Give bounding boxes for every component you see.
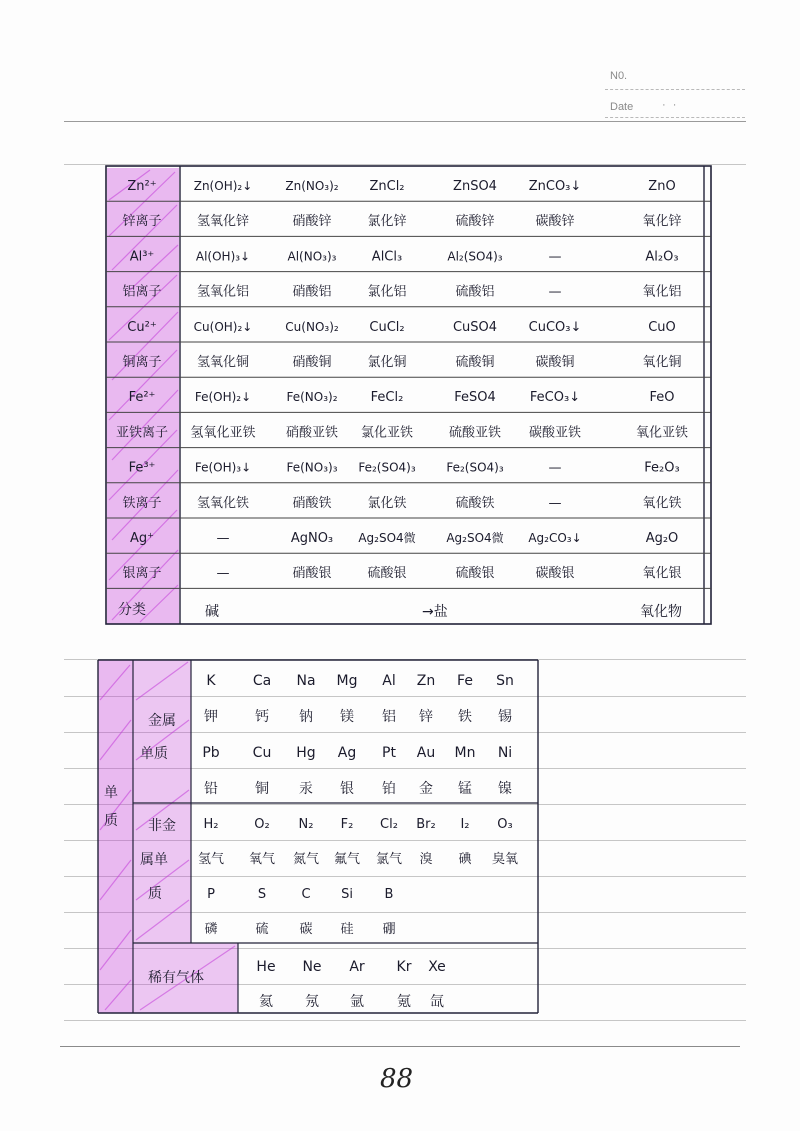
element-cell: F₂ bbox=[340, 817, 354, 832]
compound-cell: — bbox=[216, 531, 230, 546]
class-label: 分类 bbox=[118, 602, 146, 618]
element-cell: 硅 bbox=[340, 922, 354, 937]
element-cell: Ag bbox=[337, 745, 357, 761]
ion-cell: Zn²⁺ bbox=[127, 179, 157, 194]
element-cell: 锡 bbox=[498, 709, 512, 725]
compound-cell: Al₂(SO4)₃ bbox=[447, 249, 503, 264]
compound-cell: Al(NO₃)₃ bbox=[287, 249, 337, 264]
compound-cell: Al₂O₃ bbox=[645, 249, 679, 265]
noble-gas-cell: 氩 bbox=[350, 994, 364, 1010]
element-cell: Au bbox=[416, 745, 436, 761]
ion-cell: 铁离子 bbox=[122, 495, 162, 511]
noble-gas-cell: Kr bbox=[396, 959, 412, 975]
compound-cell: 碳酸锌 bbox=[535, 214, 575, 230]
highlight-sub-labels bbox=[133, 660, 191, 943]
element-cell: Ca bbox=[252, 673, 272, 689]
element-cell: 钠 bbox=[299, 709, 313, 725]
compound-cell: AgNO₃ bbox=[290, 531, 334, 546]
element-cell: Hg bbox=[296, 745, 316, 761]
element-cell: 氢气 bbox=[197, 852, 225, 867]
compound-cell: Zn(NO₃)₂ bbox=[285, 179, 339, 193]
element-cell: Pt bbox=[382, 745, 396, 761]
compound-cell: 氢氧化铁 bbox=[196, 495, 250, 511]
compound-cell: FeCl₂ bbox=[370, 390, 404, 406]
noble-gas-cell: 氦 bbox=[259, 994, 273, 1010]
compound-cell: 硝酸亚铁 bbox=[285, 425, 339, 441]
element-cell: 磷 bbox=[204, 922, 218, 937]
nonmetal-label-2: 属单 bbox=[140, 852, 168, 868]
element-cell: Fe bbox=[457, 673, 473, 689]
compound-cell: Ag₂O bbox=[645, 531, 679, 546]
compound-cell: ZnO bbox=[648, 179, 676, 194]
compound-cell: 氢氧化铜 bbox=[196, 355, 250, 370]
element-cell: Na bbox=[296, 673, 316, 689]
element-cell: S bbox=[257, 887, 267, 902]
element-cell: 氧气 bbox=[248, 852, 276, 867]
noble-gas-cell: 氙 bbox=[430, 994, 444, 1010]
compound-cell: 硝酸铝 bbox=[292, 284, 332, 300]
compound-cell: Zn(OH)₂↓ bbox=[193, 179, 253, 193]
compound-cell: — bbox=[548, 249, 562, 265]
compound-cell: Fe₂(SO4)₃ bbox=[358, 460, 416, 475]
compound-cell: ZnCl₂ bbox=[369, 179, 405, 194]
ion-cell: 亚铁离子 bbox=[115, 425, 169, 441]
element-cell: 钾 bbox=[204, 709, 218, 725]
compound-cell: — bbox=[548, 460, 562, 476]
element-cell: P bbox=[207, 887, 215, 902]
ion-cell: Cu²⁺ bbox=[127, 319, 157, 335]
compound-cell: 硫酸亚铁 bbox=[448, 425, 502, 441]
compound-cell: 硫酸铜 bbox=[455, 355, 495, 370]
compound-cell: 氯化铁 bbox=[367, 495, 407, 511]
compound-cell: 氧化铁 bbox=[642, 495, 682, 511]
ion-cell: Al³⁺ bbox=[129, 249, 155, 265]
noble-gas-cell: 氖 bbox=[305, 994, 319, 1010]
compound-cell: Fe₂(SO4)₃ bbox=[446, 460, 504, 475]
class-oxide: 氧化物 bbox=[640, 604, 682, 620]
compound-cell: Al(OH)₃↓ bbox=[195, 249, 251, 264]
element-cell: B bbox=[384, 887, 394, 902]
elemental-label-1: 单 bbox=[104, 785, 118, 801]
element-cell: Si bbox=[341, 887, 353, 902]
page-number: 88 bbox=[380, 1064, 414, 1094]
class-base: 碱 bbox=[205, 604, 219, 620]
element-cell: 锌 bbox=[419, 709, 433, 725]
compound-cell: CuCO₃↓ bbox=[528, 319, 582, 335]
element-cell: C bbox=[301, 887, 311, 902]
compound-cell: CuCl₂ bbox=[369, 319, 405, 335]
number-label: N0. bbox=[610, 70, 628, 82]
ion-cell: Ag⁺ bbox=[129, 531, 155, 546]
element-cell: 锰 bbox=[458, 781, 472, 797]
compound-cell: 硝酸锌 bbox=[292, 214, 332, 230]
date-dots: · · bbox=[662, 99, 679, 111]
element-cell: 汞 bbox=[299, 781, 313, 797]
compound-cell: 氧化亚铁 bbox=[635, 425, 689, 441]
compound-cell: 碳酸银 bbox=[535, 566, 575, 582]
compound-cell: 碳酸亚铁 bbox=[528, 425, 582, 441]
element-cell: 铁 bbox=[458, 709, 472, 725]
element-cell: Br₂ bbox=[416, 817, 436, 832]
element-cell: Zn bbox=[416, 673, 436, 689]
compound-cell: 氯化锌 bbox=[367, 214, 407, 230]
compound-cell: — bbox=[216, 566, 230, 582]
element-cell: Sn bbox=[496, 673, 514, 689]
compound-cell: — bbox=[548, 495, 562, 511]
element-cell: 氮气 bbox=[292, 852, 320, 867]
table2-cells bbox=[198, 673, 518, 1010]
element-cell: 碳 bbox=[299, 922, 313, 937]
compound-cell: Fe(OH)₂↓ bbox=[194, 390, 252, 405]
compound-cell: 氢氧化锌 bbox=[196, 214, 250, 230]
element-cell: 铅 bbox=[204, 781, 218, 797]
compound-cell: 氢氧化亚铁 bbox=[190, 425, 256, 441]
compound-cell: 氯化亚铁 bbox=[360, 425, 414, 441]
element-cell: Ni bbox=[497, 745, 513, 761]
compound-cell: 氧化铜 bbox=[642, 355, 682, 370]
compound-cell: 氯化铜 bbox=[367, 355, 407, 370]
element-cell: 氯气 bbox=[375, 852, 403, 867]
ion-cell: 银离子 bbox=[122, 566, 162, 582]
noble-gas-cell: Ar bbox=[349, 959, 365, 975]
element-cell: 溴 bbox=[419, 852, 433, 867]
compound-cell: 硫酸铁 bbox=[455, 495, 495, 511]
elemental-label-2: 质 bbox=[104, 813, 118, 829]
metal-label-2: 单质 bbox=[140, 746, 168, 762]
compound-cell: FeO bbox=[649, 390, 675, 406]
compound-cell: 硫酸铝 bbox=[455, 284, 495, 300]
noble-gas-cell: Xe bbox=[428, 959, 446, 975]
compound-cell: 硫酸银 bbox=[367, 566, 407, 582]
element-cell: 银 bbox=[340, 781, 354, 797]
ion-cell: 锌离子 bbox=[122, 214, 162, 230]
class-salt: →盐 bbox=[422, 604, 448, 620]
element-cell: O₃ bbox=[497, 817, 513, 832]
ion-cell: Fe²⁺ bbox=[128, 390, 156, 406]
compound-cell: ZnSO4 bbox=[453, 179, 497, 194]
compound-cell: 硫酸银 bbox=[455, 566, 495, 582]
compound-cell: FeSO4 bbox=[454, 390, 496, 406]
compound-cell: 氧化铝 bbox=[642, 284, 682, 300]
ion-cell: 铜离子 bbox=[122, 355, 162, 370]
noble-gas-cell: Ne bbox=[302, 959, 322, 975]
compound-cell: 硝酸银 bbox=[292, 566, 332, 582]
element-cell: O₂ bbox=[254, 817, 270, 832]
element-cell: 硫 bbox=[255, 922, 269, 937]
compound-cell: Ag₂SO4微 bbox=[358, 531, 416, 545]
element-cell: I₂ bbox=[460, 817, 470, 832]
element-cell: 镁 bbox=[340, 709, 354, 725]
element-cell: Cl₂ bbox=[380, 817, 398, 832]
metal-label-1: 金属 bbox=[148, 713, 176, 729]
compound-cell: 氧化锌 bbox=[642, 214, 682, 230]
compound-cell: FeCO₃↓ bbox=[529, 390, 581, 406]
noble-gas-cell: He bbox=[256, 959, 276, 975]
compound-cell: 氢氧化铝 bbox=[196, 284, 250, 300]
element-cell: Cu bbox=[252, 745, 272, 761]
compound-cell: 硫酸锌 bbox=[455, 214, 495, 230]
compound-cell: 硝酸铜 bbox=[292, 355, 332, 370]
compound-cell: Ag₂SO4微 bbox=[446, 531, 504, 545]
element-cell: Al bbox=[382, 673, 396, 689]
compound-cell: 氧化银 bbox=[642, 566, 682, 582]
element-cell: 钙 bbox=[255, 709, 269, 725]
element-cell: N₂ bbox=[298, 817, 314, 832]
compound-cell: CuO bbox=[648, 319, 676, 335]
compound-cell: CuSO4 bbox=[452, 319, 498, 335]
element-cell: H₂ bbox=[203, 817, 219, 832]
element-cell: Pb bbox=[202, 745, 220, 761]
compound-cell: Fe(OH)₃↓ bbox=[194, 460, 252, 475]
compound-cell: Ag₂CO₃↓ bbox=[528, 531, 582, 545]
compound-cell: AlCl₃ bbox=[371, 249, 403, 265]
nonmetal-label-1: 非金 bbox=[148, 818, 176, 834]
ion-cell: 铝离子 bbox=[122, 284, 162, 300]
element-cell: K bbox=[206, 673, 216, 689]
noble-gas-cell: 氪 bbox=[397, 994, 411, 1010]
element-cell: 铝 bbox=[382, 709, 396, 725]
compound-cell: — bbox=[548, 284, 562, 300]
element-cell: 镍 bbox=[498, 781, 512, 797]
noble-gas-label: 稀有气体 bbox=[148, 970, 204, 986]
element-cell: 臭氧 bbox=[491, 852, 519, 867]
element-cell: 硼 bbox=[382, 922, 396, 937]
highlight-main-label bbox=[98, 660, 133, 1013]
element-cell: 铂 bbox=[382, 781, 396, 797]
compound-cell: ZnCO₃↓ bbox=[528, 179, 582, 194]
ion-cell: Fe³⁺ bbox=[128, 460, 156, 476]
element-cell: Mg bbox=[336, 673, 358, 689]
compound-cell: 硝酸铁 bbox=[292, 495, 332, 511]
element-cell: 氟气 bbox=[333, 852, 361, 867]
compound-cell: Cu(OH)₂↓ bbox=[193, 319, 253, 334]
compound-cell: 氯化铝 bbox=[367, 284, 407, 300]
nonmetal-label-3: 质 bbox=[148, 886, 162, 902]
date-label: Date bbox=[610, 101, 634, 113]
element-cell: 金 bbox=[419, 781, 433, 797]
compound-cell: Fe(NO₃)₂ bbox=[286, 390, 338, 405]
element-cell: 铜 bbox=[255, 781, 269, 797]
compound-cell: Fe(NO₃)₃ bbox=[286, 460, 338, 475]
compound-cell: 碳酸铜 bbox=[535, 355, 575, 370]
table1-cells bbox=[116, 179, 688, 581]
compound-cell: Fe₂O₃ bbox=[644, 460, 680, 476]
compound-cell: Cu(NO₃)₂ bbox=[285, 319, 339, 334]
element-cell: Mn bbox=[454, 745, 476, 761]
element-cell: 碘 bbox=[458, 852, 472, 867]
